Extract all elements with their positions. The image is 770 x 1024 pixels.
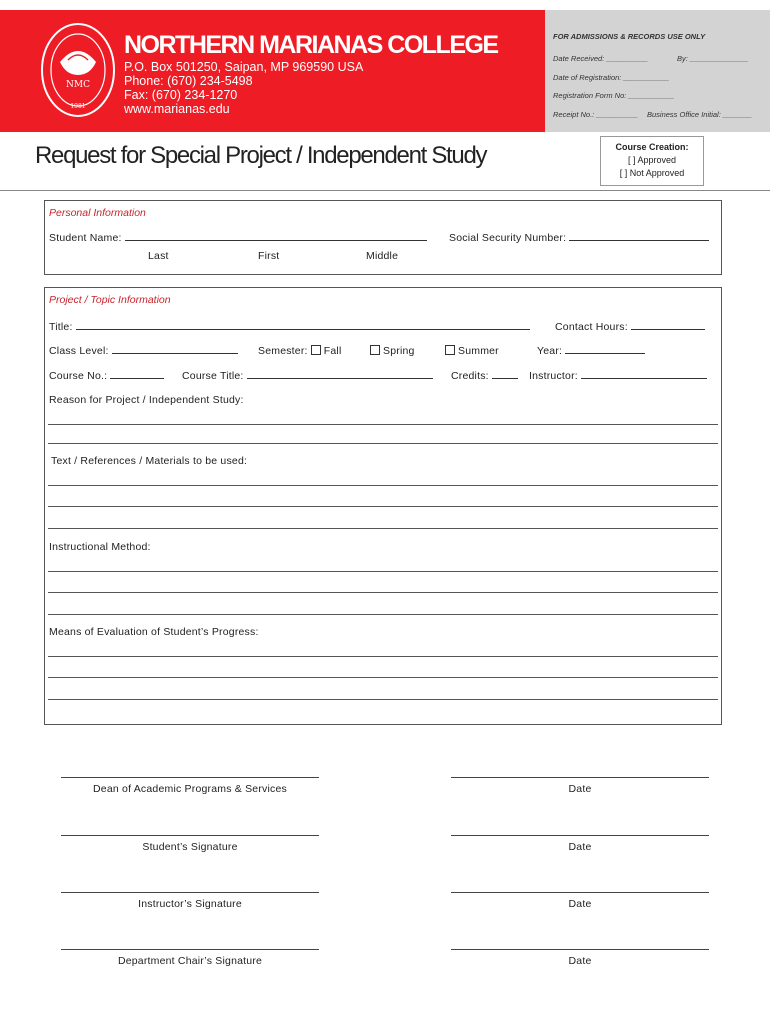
approved-checkbox[interactable]: [ ] Approved	[627, 155, 677, 165]
year-input[interactable]	[565, 345, 645, 354]
receipt-no-field[interactable]: Receipt No.: __________	[553, 110, 639, 119]
course-title-row	[182, 370, 433, 382]
course-title-input[interactable]	[247, 370, 433, 379]
semester-row	[258, 345, 342, 357]
college-address: P.O. Box 501250, Saipan, MP 969590 USA	[124, 60, 364, 74]
personal-information-title: Personal Information	[49, 207, 146, 219]
svg-text:NMC: NMC	[66, 80, 90, 90]
dean-date-line[interactable]	[451, 777, 709, 778]
credits-label: Credits:	[451, 370, 489, 382]
summer-label: Summer	[458, 345, 499, 357]
college-name: NORTHERN MARIANAS COLLEGE	[124, 31, 498, 59]
course-creation-box	[600, 136, 704, 186]
title-row	[49, 321, 530, 333]
instructor-signature-line[interactable]	[61, 892, 319, 893]
dean-signature-line[interactable]	[61, 777, 319, 778]
materials-line-3[interactable]	[48, 528, 718, 529]
last-name-caption: Last	[148, 250, 169, 262]
ssn-label: Social Security Number:	[449, 232, 567, 244]
semester-label: Semester:	[258, 345, 308, 357]
instructional-method-label: Instructional Method:	[49, 541, 151, 553]
date-received-field[interactable]: Date Received: __________	[553, 54, 649, 63]
summer-option	[445, 345, 499, 357]
form-title: Request for Special Project / Independent Study	[35, 142, 487, 169]
chair-signature-label: Department Chair’s Signature	[117, 955, 263, 967]
project-information-title: Project / Topic Information	[49, 294, 171, 306]
materials-line-1[interactable]	[48, 485, 718, 486]
contact-hours-input[interactable]	[631, 321, 705, 330]
contact-hours-label: Contact Hours:	[555, 321, 628, 333]
title-input[interactable]	[76, 321, 530, 330]
first-name-caption: First	[258, 250, 280, 262]
received-by-field[interactable]: By: ______________	[677, 54, 749, 63]
title-label: Title:	[49, 321, 73, 333]
spring-label: Spring	[383, 345, 415, 357]
credits-input[interactable]	[492, 370, 518, 379]
college-phone: Phone: (670) 234-5498	[124, 74, 253, 88]
admissions-records-box	[545, 10, 770, 132]
student-name-input[interactable]	[125, 232, 427, 241]
college-seal-logo	[38, 20, 118, 120]
class-level-input[interactable]	[112, 345, 238, 354]
course-no-row	[49, 370, 164, 382]
chair-date-line[interactable]	[451, 949, 709, 950]
course-title-label: Course Title:	[182, 370, 244, 382]
reason-line-1[interactable]	[48, 424, 718, 425]
year-row	[537, 345, 645, 357]
header-divider	[0, 190, 770, 191]
student-name-row	[49, 232, 427, 244]
method-line-2[interactable]	[48, 592, 718, 593]
student-date-line[interactable]	[451, 835, 709, 836]
student-name-label: Student Name:	[49, 232, 122, 244]
course-creation-label: Course Creation:	[615, 142, 689, 152]
student-signature-line[interactable]	[61, 835, 319, 836]
svg-text:1981: 1981	[70, 103, 86, 110]
student-date-label: Date	[568, 841, 592, 853]
reason-label: Reason for Project / Independent Study:	[49, 394, 244, 406]
college-website[interactable]: www.marianas.edu	[124, 102, 230, 116]
summer-checkbox[interactable]	[445, 345, 455, 355]
class-level-label: Class Level:	[49, 345, 109, 357]
instructor-row	[529, 370, 707, 382]
college-fax: Fax: (670) 234-1270	[124, 88, 238, 102]
instructor-label: Instructor:	[529, 370, 578, 382]
admin-box-title: FOR ADMISSIONS & RECORDS USE ONLY	[553, 32, 706, 41]
instructor-input[interactable]	[581, 370, 707, 379]
chair-signature-line[interactable]	[61, 949, 319, 950]
dean-date-label: Date	[568, 783, 592, 795]
date-of-registration-field[interactable]: Date of Registration: ___________	[553, 73, 670, 82]
ssn-input[interactable]	[569, 232, 709, 241]
instructor-date-line[interactable]	[451, 892, 709, 893]
evaluation-label: Means of Evaluation of Student’s Progress:	[49, 626, 259, 638]
instructor-date-label: Date	[568, 898, 592, 910]
materials-label: Text / References / Materials to be used:	[51, 455, 248, 467]
business-office-initial-field[interactable]: Business Office Initial: _______	[647, 110, 753, 119]
contact-hours-row	[555, 321, 705, 333]
reason-line-2[interactable]	[48, 443, 718, 444]
not-approved-checkbox[interactable]: [ ] Not Approved	[619, 168, 685, 178]
student-signature-label: Student’s Signature	[142, 841, 238, 853]
evaluation-line-1[interactable]	[48, 656, 718, 657]
evaluation-line-2[interactable]	[48, 677, 718, 678]
fall-checkbox[interactable]	[311, 345, 321, 355]
registration-form-no-field[interactable]: Registration Form No: ___________	[553, 91, 675, 100]
spring-option	[370, 345, 415, 357]
spring-checkbox[interactable]	[370, 345, 380, 355]
instructor-signature-label: Instructor’s Signature	[138, 898, 242, 910]
course-no-label: Course No.:	[49, 370, 108, 382]
chair-date-label: Date	[568, 955, 592, 967]
year-label: Year:	[537, 345, 563, 357]
method-line-1[interactable]	[48, 571, 718, 572]
credits-row	[451, 370, 518, 382]
fall-label: Fall	[323, 345, 342, 357]
dean-signature-label: Dean of Academic Programs & Services	[93, 783, 287, 795]
course-no-input[interactable]	[110, 370, 164, 379]
class-level-row	[49, 345, 238, 357]
evaluation-line-3[interactable]	[48, 699, 718, 700]
ssn-row	[449, 232, 709, 244]
materials-line-2[interactable]	[48, 506, 718, 507]
middle-name-caption: Middle	[366, 250, 399, 262]
method-line-3[interactable]	[48, 614, 718, 615]
